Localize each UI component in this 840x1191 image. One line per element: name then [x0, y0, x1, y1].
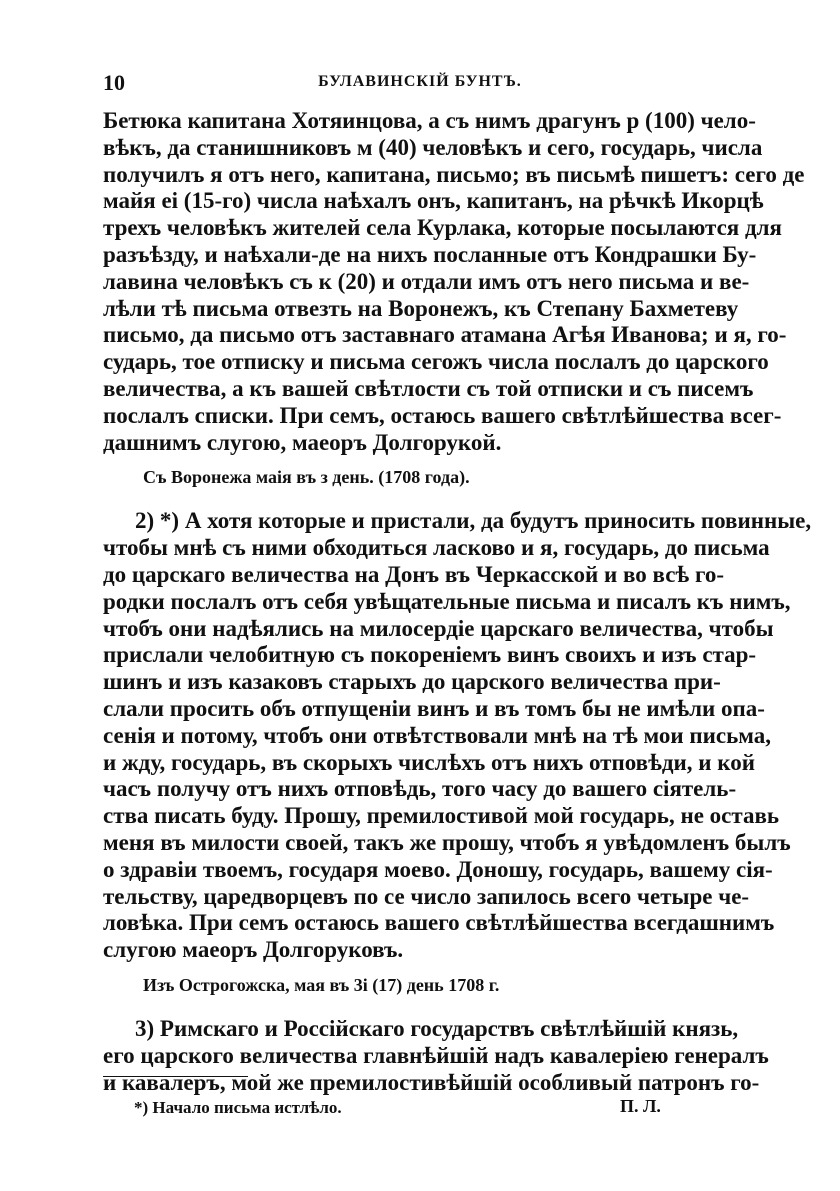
footnote-rule [103, 1076, 248, 1077]
dateline-2: Изъ Острогожска, мая въ 3і (17) день 1708 г. [143, 974, 500, 995]
text-line: лавина человѣкъ съ к (20) и отдали имъ отъ него письма и ве- [103, 268, 750, 294]
paragraph-1 [103, 108, 805, 456]
text-line: вѣкъ, да станишниковъ м (40) человѣкъ и сего, государь, числа [103, 134, 763, 160]
paragraph-3 [103, 1015, 769, 1096]
text-line: тельству, царедворцевъ по се число запилось всего четыре че- [103, 883, 750, 909]
text-line: до царскаго величества на Донъ въ Черкасской и во всѣ го- [103, 561, 724, 587]
text-line: трехъ человѣкъ жителей села Курлака, которые посылаются для [103, 215, 782, 241]
text-line: величества, а къ вашей свѣтлости съ той отписки и съ писемъ [103, 375, 754, 401]
text-line: разъѣзду, и наѣхали-де на нихъ посланные отъ Кондрашки Бу- [103, 241, 757, 267]
text-line: Бетюка капитана Хотяинцова, а съ нимъ драгунъ р (100) чело- [103, 108, 756, 133]
text-line: послалъ списки. При семъ, остаюсь вашего свѣтлѣйшества всег- [103, 402, 782, 428]
text-line: ства писать буду. Прошу, премилостивой мой государь, не оставь [103, 803, 780, 829]
text-line: меня въ милости своей, такъ же прошу, чтобъ я увѣдомленъ былъ [103, 829, 791, 855]
body-text [103, 108, 812, 1096]
dateline-1: Съ Воронежа маія въ з день. (1708 года). [143, 467, 470, 488]
text-line: слугою маеоръ Долгоруковъ. [103, 937, 404, 963]
text-line: письмо, да письмо отъ заставнаго атамана Агѣя Иванова; и я, го- [103, 322, 787, 348]
text-line: получилъ я отъ него, капитана, письмо; въ письмѣ пишетъ: сего де [103, 161, 805, 187]
text-line: родки послалъ отъ себя увѣщательные письма и писалъ къ нимъ, [103, 588, 791, 614]
text-line: 2) *) А хотя которые и пристали, да будутъ приносить повинные, [135, 508, 812, 534]
footnote: *) Начало письма истлѣло. [134, 1098, 342, 1117]
text-line: часъ получу отъ нихъ отповѣдь, того часу до вашего сіятель- [103, 776, 737, 802]
text-line: чтобы мнѣ съ ними обходиться ласково и я, государь, до письма [103, 535, 770, 561]
text-line: слали просить объ отпущеніи винъ и въ томъ бы не имѣли опа- [103, 695, 765, 721]
text-line: и жду, государь, въ скорыхъ числѣхъ отъ нихъ отповѣди, и кой [103, 749, 755, 775]
signature-mark: П. Л. [620, 1096, 661, 1116]
page-number: 10 [103, 70, 125, 95]
paragraph-2 [103, 508, 812, 964]
text-line: сударь, тое отписку и письма сегожъ числа послалъ до царского [103, 349, 769, 375]
text-line: лѣли тѣ письма отвезть на Воронежъ, къ Степану Бахметеву [103, 295, 739, 321]
text-line: 3) Римскаго и Россійскаго государствъ свѣтлѣйшій князь, [135, 1015, 739, 1041]
text-line: шинъ и изъ казаковъ старыхъ до царского величества при- [103, 669, 721, 695]
text-line: дашнимъ слугою, маеоръ Долгорукой. [103, 429, 502, 455]
running-title: БУЛАВИНСКІЙ БУНТЪ. [318, 73, 522, 90]
text-line: ловѣка. При семъ остаюсь вашего свѣтлѣйшества всегдашнимъ [103, 910, 775, 936]
text-line: его царского величества главнѣйшій надъ кавалеріею генералъ [103, 1042, 769, 1068]
text-line: сенія и потому, чтобъ они отвѣтствовали мнѣ на тѣ мои письма, [103, 722, 772, 748]
text-line: майя еі (15-го) числа наѣхалъ онъ, капитанъ, на рѣчкѣ Икорцѣ [103, 188, 764, 214]
text-line: о здравіи твоемъ, государя моево. Доношу, государь, вашему сія- [103, 856, 773, 882]
text-line: прислали челобитную съ покореніемъ винъ своихъ и изъ стар- [103, 642, 757, 668]
text-line: и кавалеръ, мой же премилостивѣйшій особливый патронъ го- [103, 1069, 760, 1095]
text-line: чтобъ они надѣялись на милосердіе царскаго величества, чтобы [103, 615, 774, 641]
